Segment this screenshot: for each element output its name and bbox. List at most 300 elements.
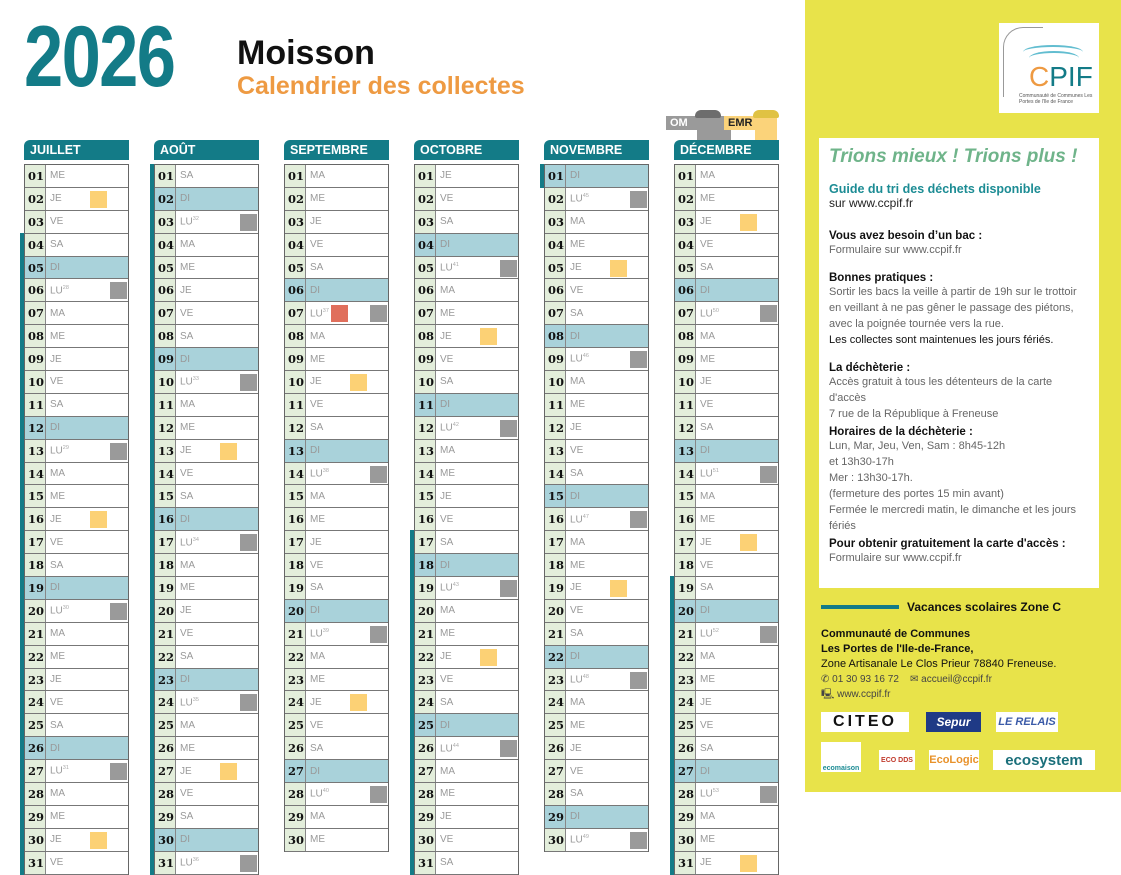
day-number: 16: [545, 508, 566, 530]
om-collection-marker: [370, 305, 387, 322]
day-name: SA: [50, 559, 64, 571]
day-number: 17: [25, 531, 46, 553]
day-row: [25, 348, 128, 371]
day-name: SA: [50, 719, 64, 731]
day-name: ME: [570, 399, 585, 411]
day-row: [155, 646, 258, 669]
day-row: [675, 371, 778, 394]
day-number: 18: [675, 554, 696, 576]
commune-name: Moisson: [237, 34, 375, 72]
day-name: VE: [310, 239, 324, 251]
day-number: 03: [285, 211, 306, 233]
day-name: VE: [180, 788, 194, 800]
day-row: [155, 188, 258, 211]
day-name: LU$^{44}$: [440, 742, 459, 754]
emr-collection-marker: [90, 832, 107, 849]
day-number: 27: [285, 760, 306, 782]
day-row: [675, 577, 778, 600]
day-number: 04: [25, 234, 46, 256]
day-number: 04: [415, 234, 436, 256]
day-name: ME: [440, 468, 455, 480]
decheterie-address: 7 rue de la République à Freneuse: [829, 408, 999, 420]
day-name: SA: [570, 788, 584, 800]
day-row: [545, 165, 648, 188]
day-row: [285, 508, 388, 531]
day-name: VE: [440, 834, 454, 846]
day-number: 12: [415, 417, 436, 439]
emr-collection-marker: [350, 374, 367, 391]
day-number: 20: [415, 600, 436, 622]
day-row: [155, 211, 258, 234]
day-name: DI: [50, 262, 60, 273]
sepur-logo: Sepur: [926, 712, 981, 732]
day-row: [415, 485, 518, 508]
citeo-logo: CITEO: [821, 712, 909, 732]
day-row: [155, 463, 258, 486]
day-number: 25: [285, 714, 306, 736]
day-number: 18: [155, 554, 176, 576]
day-row: [155, 691, 258, 714]
day-number: 18: [545, 554, 566, 576]
day-name: SA: [570, 307, 584, 319]
day-row: [155, 577, 258, 600]
day-number: 02: [545, 188, 566, 210]
day-row: [155, 325, 258, 348]
day-name: LU$^{28}$: [50, 284, 69, 297]
day-number: 30: [545, 829, 566, 851]
day-row: [415, 348, 518, 371]
day-number: 27: [415, 760, 436, 782]
day-row: [545, 463, 648, 486]
emr-collection-marker: [740, 855, 757, 872]
day-number: 08: [155, 325, 176, 347]
day-number: 03: [415, 211, 436, 233]
day-row: [25, 485, 128, 508]
day-name: ME: [180, 742, 195, 754]
day-name: MA: [700, 330, 715, 342]
decheterie-access: Accès gratuit à tous les détenteurs de la carte d'accès: [829, 376, 1053, 404]
day-number: 09: [675, 348, 696, 370]
day-name: ME: [310, 674, 325, 686]
bac-title: Vous avez besoin d’un bac :: [829, 230, 983, 242]
ecodds-logo: ECO DDS: [879, 750, 915, 770]
om-collection-marker: [370, 786, 387, 803]
day-row: [545, 325, 648, 348]
day-row: [415, 325, 518, 348]
day-number: 26: [415, 737, 436, 759]
day-number: 26: [25, 737, 46, 759]
contact-email[interactable]: ✉ accueil@ccpif.fr: [910, 674, 992, 685]
day-number: 04: [545, 234, 566, 256]
day-row: [285, 554, 388, 577]
day-name: MA: [700, 170, 715, 182]
day-name: VE: [440, 193, 454, 205]
bac-text: Formulaire sur www.ccpif.fr: [829, 244, 962, 256]
day-number: 20: [675, 600, 696, 622]
day-name: JE: [440, 170, 452, 182]
day-row: [545, 669, 648, 692]
day-number: 12: [675, 417, 696, 439]
day-row: [675, 669, 778, 692]
day-number: 17: [675, 531, 696, 553]
day-name: DI: [310, 765, 320, 777]
month-header: AOÛT: [154, 140, 259, 160]
day-name: SA: [700, 262, 714, 273]
day-number: 28: [155, 783, 176, 805]
day-name: JE: [440, 811, 452, 823]
week-number: 47: [582, 513, 589, 520]
week-number: 31: [62, 765, 69, 772]
day-name: ME: [310, 193, 325, 205]
day-name: JE: [50, 193, 62, 205]
day-row: [155, 829, 258, 852]
week-number: 50: [712, 307, 719, 314]
day-number: 26: [675, 737, 696, 759]
day-row: [545, 829, 648, 852]
month-header: DÉCEMBRE: [674, 140, 779, 160]
day-number: 29: [285, 806, 306, 828]
day-name: ME: [440, 628, 455, 640]
day-row: [155, 806, 258, 829]
day-name: ME: [700, 353, 715, 365]
day-number: 17: [415, 531, 436, 553]
vacation-label: Vacances scolaires Zone C: [907, 600, 1062, 614]
contact-phone[interactable]: ✆ 01 30 93 16 72: [821, 674, 899, 685]
day-name: SA: [440, 536, 454, 548]
day-name: VE: [180, 307, 194, 319]
day-row: [155, 302, 258, 325]
day-number: 22: [415, 646, 436, 668]
vacation-bar-swatch: [821, 605, 899, 609]
day-row: [25, 714, 128, 737]
day-row: [155, 737, 258, 760]
day-row: [415, 806, 518, 829]
day-name: JE: [700, 536, 712, 548]
day-number: 22: [285, 646, 306, 668]
day-row: [675, 852, 778, 875]
day-name: JE: [570, 742, 582, 754]
day-row: [155, 623, 258, 646]
day-row: [25, 371, 128, 394]
day-number: 03: [675, 211, 696, 233]
day-row: [285, 440, 388, 463]
day-number: 15: [155, 485, 176, 507]
day-number: 16: [155, 508, 176, 530]
day-row: [675, 554, 778, 577]
day-number: 30: [155, 829, 176, 851]
day-row: [675, 257, 778, 280]
decheterie-title: La déchèterie :: [829, 362, 911, 374]
day-row: [545, 188, 648, 211]
day-row: [415, 165, 518, 188]
day-row: [25, 577, 128, 600]
day-row: [25, 760, 128, 783]
day-row: [155, 760, 258, 783]
guide-link[interactable]: sur www.ccpif.fr: [829, 196, 914, 210]
emr-collection-marker: [90, 511, 107, 528]
horaires-title: Horaires de la déchèterie :: [829, 426, 973, 438]
day-number: 20: [545, 600, 566, 622]
day-name: VE: [50, 696, 64, 708]
day-number: 09: [285, 348, 306, 370]
day-number: 18: [415, 554, 436, 576]
day-number: 26: [285, 737, 306, 759]
day-row: [415, 760, 518, 783]
day-name: MA: [440, 765, 455, 777]
day-name: VE: [700, 719, 714, 731]
day-number: 16: [25, 508, 46, 530]
day-name: SA: [700, 582, 714, 594]
day-name: JE: [700, 696, 712, 708]
day-name: LU$^{49}$: [570, 834, 589, 846]
day-number: 13: [545, 440, 566, 462]
month-header: SEPTEMBRE: [284, 140, 389, 160]
day-name: SA: [440, 216, 454, 228]
horaires-4: (fermeture des portes 15 min avant): [829, 488, 1004, 500]
day-name: MA: [310, 330, 325, 342]
day-row: [675, 165, 778, 188]
day-number: 06: [285, 279, 306, 301]
week-number: 30: [62, 605, 69, 612]
day-row: [25, 417, 128, 440]
day-number: 05: [155, 257, 176, 279]
contact-website[interactable]: 🖳 www.ccpif.fr: [821, 689, 891, 700]
day-number: 24: [415, 691, 436, 713]
day-number: 12: [25, 417, 46, 439]
day-name: DI: [50, 422, 60, 434]
year-title: 2026: [24, 9, 175, 105]
day-number: 14: [415, 463, 436, 485]
day-number: 25: [415, 714, 436, 736]
day-row: [415, 646, 518, 669]
day-number: 05: [675, 257, 696, 279]
day-row: [25, 691, 128, 714]
day-row: [25, 600, 128, 623]
day-name: LU$^{40}$: [310, 788, 329, 800]
day-name: VE: [50, 216, 64, 228]
day-row: [285, 188, 388, 211]
day-row: [25, 829, 128, 852]
day-row: [25, 737, 128, 760]
day-row: [675, 440, 778, 463]
day-number: 06: [675, 279, 696, 301]
day-row: [415, 188, 518, 211]
day-name: LU$^{50}$: [700, 307, 719, 319]
day-row: [415, 508, 518, 531]
day-row: [25, 646, 128, 669]
day-number: 25: [545, 714, 566, 736]
day-row: [285, 325, 388, 348]
day-row: [285, 623, 388, 646]
day-row: [415, 371, 518, 394]
day-name: VE: [180, 468, 194, 480]
day-name: ME: [570, 239, 585, 251]
day-row: [545, 806, 648, 829]
day-name: LU$^{52}$: [700, 628, 719, 640]
day-number: 28: [285, 783, 306, 805]
day-row: [155, 440, 258, 463]
day-number: 29: [545, 806, 566, 828]
day-name: JE: [570, 422, 582, 434]
day-number: 23: [155, 669, 176, 691]
om-collection-marker: [760, 305, 777, 322]
day-row: [415, 623, 518, 646]
day-name: JE: [310, 376, 322, 388]
day-name: MA: [440, 445, 455, 457]
day-name: JE: [50, 834, 62, 846]
day-number: 25: [675, 714, 696, 736]
day-number: 20: [25, 600, 46, 622]
day-row: [285, 760, 388, 783]
day-name: ME: [570, 559, 585, 571]
horaires-1: Lun, Mar, Jeu, Ven, Sam : 8h45-12h: [829, 440, 1006, 452]
day-name: MA: [180, 559, 195, 571]
day-row: [285, 211, 388, 234]
day-number: 11: [155, 394, 176, 416]
day-row: [545, 348, 648, 371]
day-row: [415, 531, 518, 554]
day-row: [675, 485, 778, 508]
day-row: [25, 211, 128, 234]
day-number: 08: [285, 325, 306, 347]
day-name: DI: [440, 399, 450, 411]
week-number: 45: [582, 193, 589, 200]
day-number: 30: [285, 829, 306, 851]
day-number: 14: [155, 463, 176, 485]
day-number: 15: [415, 485, 436, 507]
day-number: 06: [25, 279, 46, 301]
day-name: SA: [570, 468, 584, 480]
day-row: [415, 852, 518, 875]
om-collection-marker: [110, 763, 127, 780]
month-0: [24, 140, 129, 875]
day-name: LU$^{33}$: [180, 376, 199, 388]
day-name: ME: [700, 193, 715, 205]
day-row: [545, 554, 648, 577]
day-row: [675, 691, 778, 714]
day-row: [285, 783, 388, 806]
emr-collection-marker: [480, 328, 497, 345]
day-row: [25, 669, 128, 692]
week-number: 52: [712, 628, 719, 635]
day-number: 19: [675, 577, 696, 599]
om-collection-marker: [240, 694, 257, 711]
day-name: DI: [440, 239, 450, 251]
day-name: SA: [440, 376, 454, 388]
day-name: MA: [570, 376, 585, 388]
day-number: 16: [415, 508, 436, 530]
day-name: JE: [310, 216, 322, 228]
day-number: 30: [25, 829, 46, 851]
day-name: JE: [180, 445, 192, 457]
day-row: [675, 417, 778, 440]
day-row: [675, 348, 778, 371]
day-number: 04: [675, 234, 696, 256]
day-number: 10: [285, 371, 306, 393]
day-number: 05: [25, 257, 46, 279]
day-row: [285, 234, 388, 257]
day-row: [415, 783, 518, 806]
day-name: JE: [440, 490, 452, 502]
day-number: 28: [25, 783, 46, 805]
week-number: 46: [582, 353, 589, 360]
om-collection-marker: [630, 832, 647, 849]
day-row: [545, 257, 648, 280]
day-number: 24: [285, 691, 306, 713]
day-row: [285, 348, 388, 371]
day-name: JE: [310, 536, 322, 548]
day-row: [415, 669, 518, 692]
day-number: 06: [155, 279, 176, 301]
day-row: [25, 531, 128, 554]
week-number: 42: [452, 422, 459, 429]
day-name: MA: [570, 696, 585, 708]
day-row: [675, 508, 778, 531]
day-row: [415, 302, 518, 325]
day-name: JE: [50, 674, 62, 686]
vacation-legend: [821, 600, 1061, 614]
day-number: 01: [675, 165, 696, 187]
day-name: ME: [700, 834, 715, 846]
day-number: 05: [545, 257, 566, 279]
day-number: 27: [545, 760, 566, 782]
day-number: 27: [25, 760, 46, 782]
day-name: LU$^{34}$: [180, 536, 199, 548]
contact-org-2: Les Portes de l'Ile-de-France,: [821, 643, 974, 655]
day-name: DI: [180, 834, 190, 846]
day-row: [675, 737, 778, 760]
week-number: 51: [712, 467, 719, 474]
day-name: LU$^{45}$: [570, 193, 589, 205]
day-name: LU$^{39}$: [310, 628, 329, 640]
day-row: [675, 325, 778, 348]
day-number: 01: [545, 165, 566, 187]
day-row: [545, 531, 648, 554]
day-number: 24: [675, 691, 696, 713]
day-name: LU$^{38}$: [310, 467, 329, 480]
day-row: [545, 211, 648, 234]
day-name: ME: [570, 719, 585, 731]
day-number: 10: [25, 371, 46, 393]
pratiques-strong: Les collectes sont maintenues les jours fériés.: [829, 334, 1054, 346]
day-name: JE: [180, 284, 192, 296]
day-number: 08: [25, 325, 46, 347]
day-number: 06: [415, 279, 436, 301]
day-name: VE: [180, 628, 194, 640]
guide-title: Guide du tri des déchets disponible: [829, 182, 1041, 196]
day-row: [155, 257, 258, 280]
day-row: [285, 531, 388, 554]
day-name: VE: [700, 559, 714, 571]
day-name: DI: [440, 719, 450, 731]
emr-collection-marker: [610, 580, 627, 597]
day-name: ME: [700, 674, 715, 686]
day-number: 25: [155, 714, 176, 736]
day-number: 22: [545, 646, 566, 668]
day-row: [155, 371, 258, 394]
day-row: [545, 623, 648, 646]
day-number: 28: [675, 783, 696, 805]
day-number: 13: [155, 440, 176, 462]
day-name: SA: [180, 490, 194, 502]
day-row: [415, 737, 518, 760]
day-row: [25, 279, 128, 302]
day-row: [415, 417, 518, 440]
day-number: 03: [25, 211, 46, 233]
week-number: 36: [192, 857, 199, 863]
week-number: 53: [712, 788, 719, 795]
day-name: ME: [440, 307, 455, 319]
